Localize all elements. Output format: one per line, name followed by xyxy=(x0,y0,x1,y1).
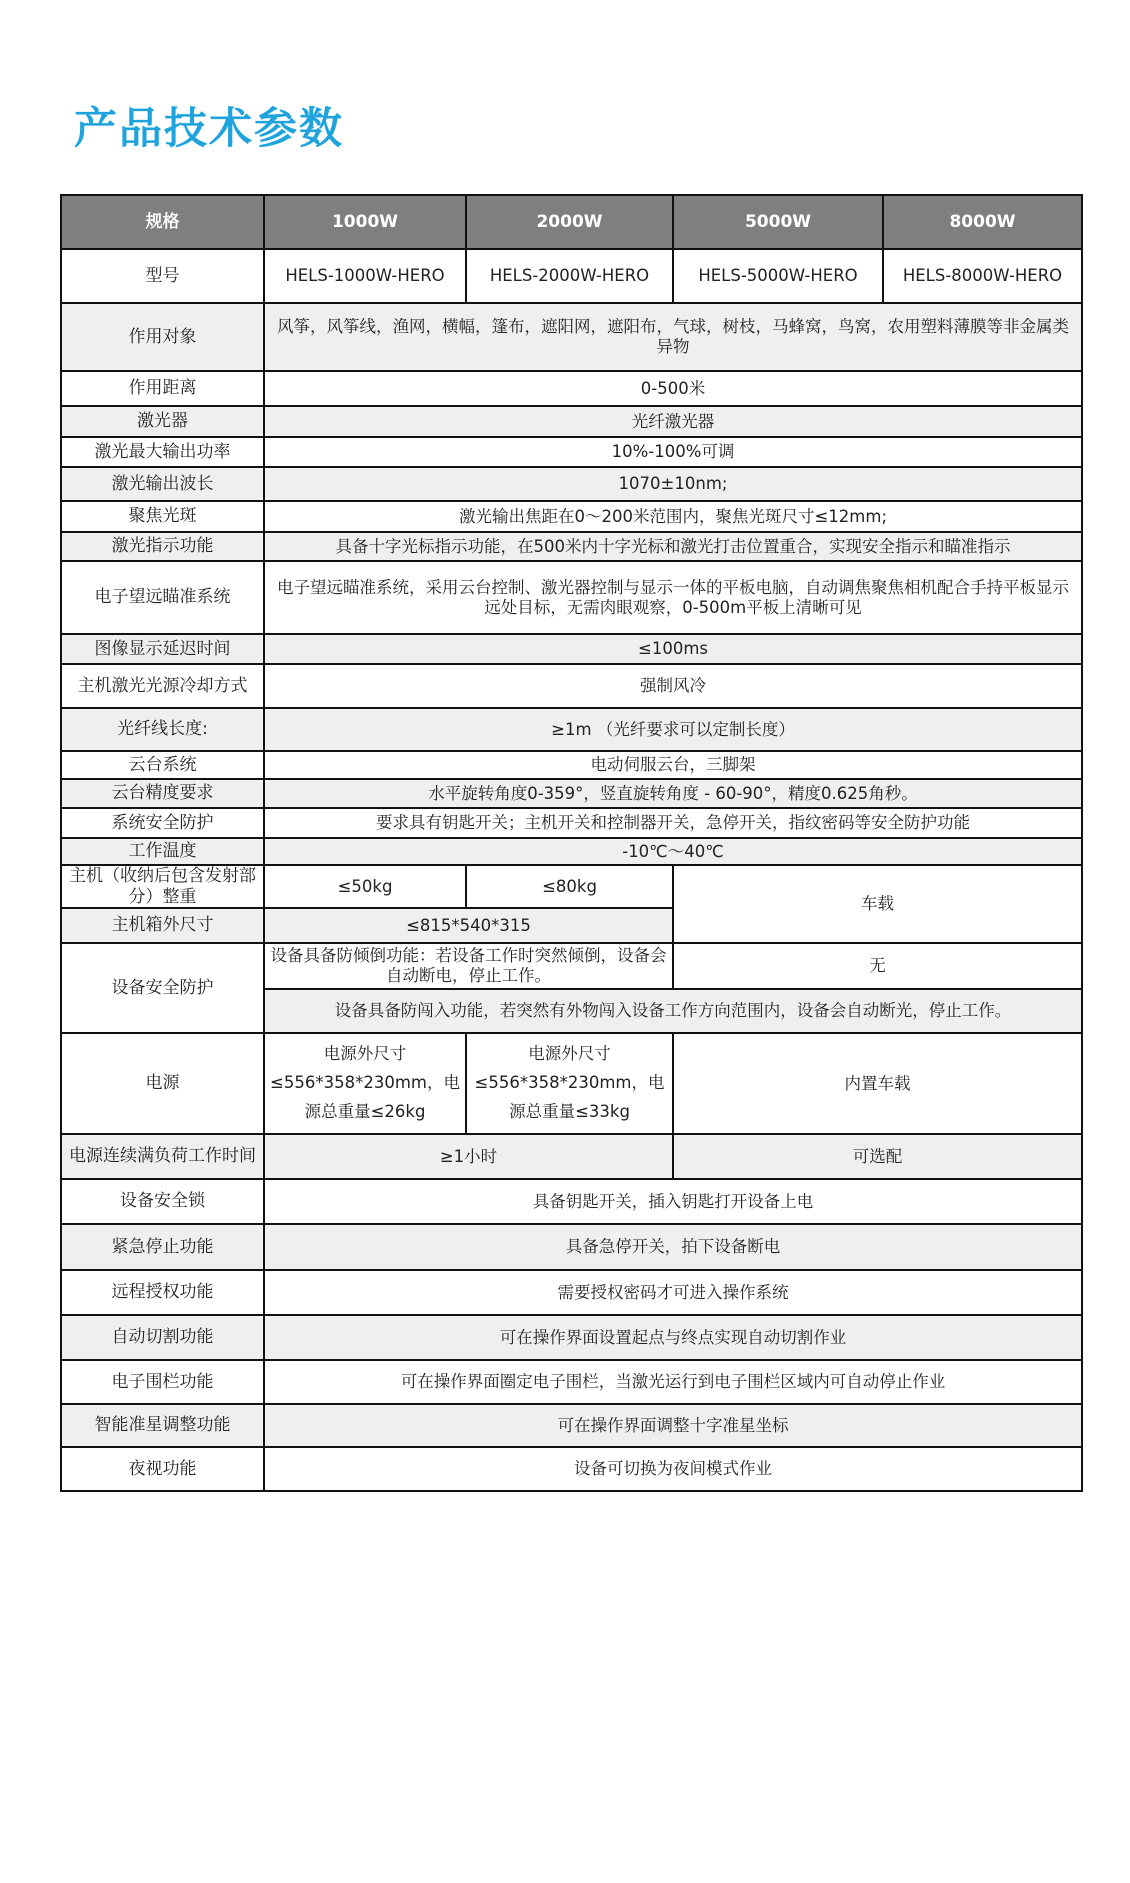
row-value: 水平旋转角度0-359°，竖直旋转角度 - 60-90°，精度0.625角秒。 xyxy=(264,779,1082,808)
row-value: ≤815*540*315 xyxy=(264,908,673,943)
row-label: 激光最大输出功率 xyxy=(61,437,264,467)
row-value: 可在操作界面圈定电子围栏，当激光运行到电子围栏区域内可自动停止作业 xyxy=(264,1360,1082,1404)
table-row-gimbal-precision xyxy=(61,779,1082,808)
table-row-safety-lock xyxy=(61,1179,1082,1224)
row-value: 电源外尺寸 ≤556*358*230mm，电源总重量≤33kg xyxy=(466,1033,673,1134)
row-value: 设备具备防闯入功能，若突然有外物闯入设备工作方向范围内，设备会自动断光，停止工作。 xyxy=(264,989,1082,1033)
row-label: 电子围栏功能 xyxy=(61,1360,264,1404)
row-label: 电子望远瞄准系统 xyxy=(61,561,264,634)
row-label: 智能准星调整功能 xyxy=(61,1404,264,1447)
table-row-system-safety xyxy=(61,808,1082,838)
row-value: 要求具有钥匙开关；主机开关和控制器开关，急停开关，指纹密码等安全防护功能 xyxy=(264,808,1082,838)
row-label: 自动切割功能 xyxy=(61,1315,264,1360)
row-label: 作用距离 xyxy=(61,371,264,406)
row-value: ≤50kg xyxy=(264,865,466,908)
row-label: 电源 xyxy=(61,1033,264,1134)
table-row-range xyxy=(61,371,1082,406)
table-header-row xyxy=(61,195,1082,249)
row-value: 设备可切换为夜间模式作业 xyxy=(264,1447,1082,1491)
table-row-emergency-stop xyxy=(61,1224,1082,1270)
row-label: 激光器 xyxy=(61,406,264,437)
row-value: 具备急停开关，拍下设备断电 xyxy=(264,1224,1082,1270)
row-value: 风筝，风筝线，渔网，横幅，篷布，遮阳网，遮阳布，气球，树枝，马蜂窝，鸟窝，农用塑料薄膜等非金属类异物 xyxy=(264,303,1082,371)
table-row-night-vision xyxy=(61,1447,1082,1491)
row-value: 1070±10nm; xyxy=(264,467,1082,501)
row-value: ≤80kg xyxy=(466,865,673,908)
header-cell-5000w: 5000W xyxy=(673,195,883,249)
row-value: 电源外尺寸 ≤556*358*230mm，电源总重量≤26kg xyxy=(264,1033,466,1134)
table-row-focus-spot xyxy=(61,501,1082,532)
row-value: ≤100ms xyxy=(264,634,1082,664)
row-label: 夜视功能 xyxy=(61,1447,264,1491)
row-value: 车载 xyxy=(673,865,1082,943)
page-title: 产品技术参数 xyxy=(74,104,344,154)
header-cell-8000w: 8000W xyxy=(883,195,1082,249)
row-label: 云台精度要求 xyxy=(61,779,264,808)
table-row-laser xyxy=(61,406,1082,437)
row-value: HELS-2000W-HERO xyxy=(466,249,673,303)
row-label: 主机（收纳后包含发射部分）整重 xyxy=(61,865,264,908)
row-value: 强制风冷 xyxy=(264,664,1082,708)
row-label: 聚焦光斑 xyxy=(61,501,264,532)
table-row-cooling xyxy=(61,664,1082,708)
row-value: 可在操作界面调整十字准星坐标 xyxy=(264,1404,1082,1447)
row-label: 主机箱外尺寸 xyxy=(61,908,264,943)
row-label: 激光指示功能 xyxy=(61,532,264,561)
row-label: 作用对象 xyxy=(61,303,264,371)
row-label: 激光输出波长 xyxy=(61,467,264,501)
table-row-crosshair xyxy=(61,1404,1082,1447)
table-row-targets xyxy=(61,303,1082,371)
row-value: 无 xyxy=(673,943,1082,989)
row-label: 设备安全防护 xyxy=(61,943,264,1033)
row-label: 电源连续满负荷工作时间 xyxy=(61,1134,264,1179)
row-label: 紧急停止功能 xyxy=(61,1224,264,1270)
table-row-wavelength xyxy=(61,467,1082,501)
table-row-device-safety xyxy=(61,943,1082,989)
row-label: 光纤线长度: xyxy=(61,708,264,751)
row-value: 0-500米 xyxy=(264,371,1082,406)
row-value: 可在操作界面设置起点与终点实现自动切割作业 xyxy=(264,1315,1082,1360)
row-value: 10%-100%可调 xyxy=(264,437,1082,467)
table-row-latency xyxy=(61,634,1082,664)
header-cell-spec: 规格 xyxy=(61,195,264,249)
row-label: 主机激光光源冷却方式 xyxy=(61,664,264,708)
row-label: 型号 xyxy=(61,249,264,303)
table-row-gimbal xyxy=(61,751,1082,779)
table-row-indicator xyxy=(61,532,1082,561)
row-label: 远程授权功能 xyxy=(61,1270,264,1315)
row-value: 设备具备防倾倒功能：若设备工作时突然倾倒，设备会自动断电，停止工作。 xyxy=(264,943,673,989)
row-value: 电动伺服云台，三脚架 xyxy=(264,751,1082,779)
table-row-model xyxy=(61,249,1082,303)
table-row-full-load xyxy=(61,1134,1082,1179)
table-row-telescope xyxy=(61,561,1082,634)
table-row-fiber xyxy=(61,708,1082,751)
table-row-max-power xyxy=(61,437,1082,467)
table-row-geofence xyxy=(61,1360,1082,1404)
row-value: 光纤激光器 xyxy=(264,406,1082,437)
table-row-weight xyxy=(61,865,1082,908)
row-value: 电子望远瞄准系统，采用云台控制、激光器控制与显示一体的平板电脑，自动调焦聚焦相机配合手持平板显示远处目标，无需肉眼观察，0-500m平板上清晰可见 xyxy=(264,561,1082,634)
spec-table xyxy=(60,194,1083,1492)
header-cell-1000w: 1000W xyxy=(264,195,466,249)
row-value: ≥1m （光纤要求可以定制长度） xyxy=(264,708,1082,751)
row-value: 可选配 xyxy=(673,1134,1082,1179)
row-value: 具备十字光标指示功能，在500米内十字光标和激光打击位置重合，实现安全指示和瞄准指示 xyxy=(264,532,1082,561)
table-row-power-supply xyxy=(61,1033,1082,1134)
row-value: -10℃～40℃ xyxy=(264,838,1082,865)
header-cell-2000w: 2000W xyxy=(466,195,673,249)
row-value: HELS-5000W-HERO xyxy=(673,249,883,303)
table-row-temperature xyxy=(61,838,1082,865)
row-value: 具备钥匙开关，插入钥匙打开设备上电 xyxy=(264,1179,1082,1224)
table-row-remote-auth xyxy=(61,1270,1082,1315)
row-value: 激光输出焦距在0～200米范围内，聚焦光斑尺寸≤12mm; xyxy=(264,501,1082,532)
row-label: 工作温度 xyxy=(61,838,264,865)
row-label: 设备安全锁 xyxy=(61,1179,264,1224)
row-value: ≥1小时 xyxy=(264,1134,673,1179)
row-value: 内置车载 xyxy=(673,1033,1082,1134)
row-value: 需要授权密码才可进入操作系统 xyxy=(264,1270,1082,1315)
table-row-auto-cut xyxy=(61,1315,1082,1360)
row-value: HELS-1000W-HERO xyxy=(264,249,466,303)
row-label: 系统安全防护 xyxy=(61,808,264,838)
row-value: HELS-8000W-HERO xyxy=(883,249,1082,303)
row-label: 云台系统 xyxy=(61,751,264,779)
row-label: 图像显示延迟时间 xyxy=(61,634,264,664)
